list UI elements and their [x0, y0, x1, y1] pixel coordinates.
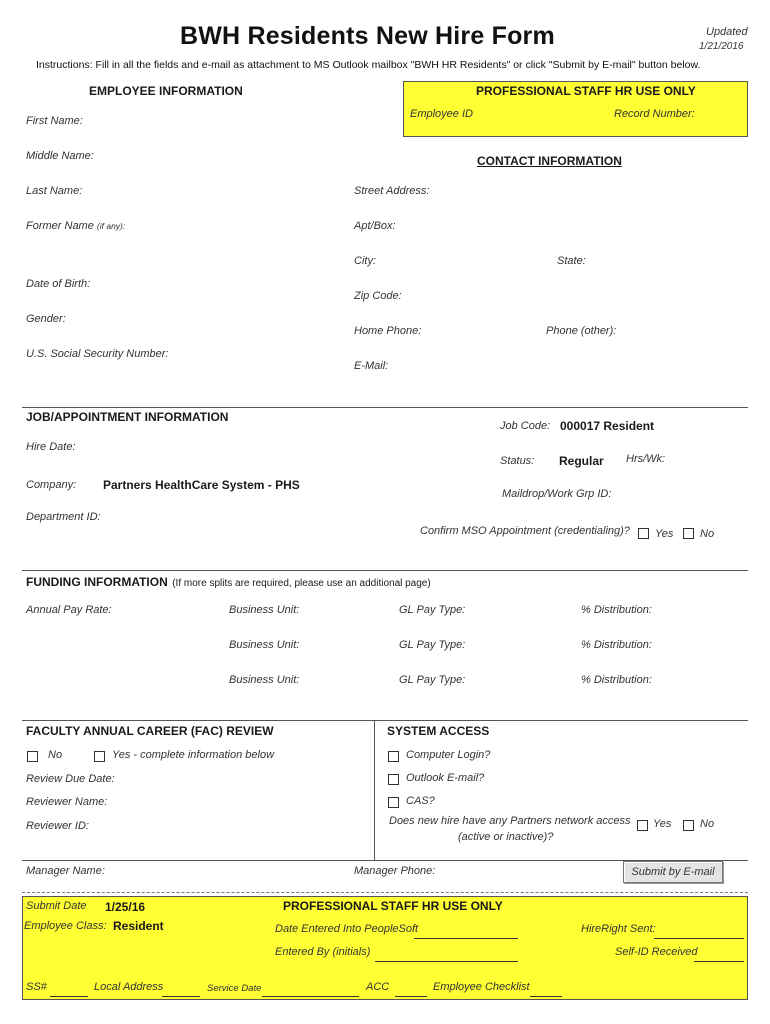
fac-no-label: No	[48, 749, 63, 761]
apt-box-label: Apt/Box:	[354, 220, 396, 232]
company-label: Company:	[26, 479, 77, 491]
mso-question: Confirm MSO Appointment (credentialing)?	[420, 525, 630, 537]
submit-by-email-button[interactable]: Submit by E-mail	[623, 861, 723, 883]
funding-heading: FUNDING INFORMATION	[26, 575, 168, 589]
ss-label: SS#	[26, 981, 47, 993]
entered-by-label: Entered By (initials)	[275, 946, 371, 958]
employee-info-heading: EMPLOYEE INFORMATION	[89, 84, 243, 98]
job-code-label: Job Code:	[500, 420, 551, 432]
acc-label: ACC	[366, 981, 390, 993]
mso-no-label: No	[700, 528, 715, 540]
employee-id-label: Employee ID	[410, 108, 473, 120]
last-name-label: Last Name:	[26, 185, 83, 197]
service-date-label: Service Date	[207, 983, 262, 994]
computer-login-label: Computer Login?	[406, 749, 491, 761]
divider-job	[22, 407, 748, 408]
divider-hr-bottom	[22, 892, 748, 893]
manager-name-label: Manager Name:	[26, 865, 105, 877]
company-value: Partners HealthCare System - PHS	[103, 478, 300, 492]
business-unit-label-1: Business Unit:	[229, 604, 300, 616]
manager-phone-label: Manager Phone:	[354, 865, 436, 877]
employee-checklist-line	[530, 996, 562, 997]
street-address-label: Street Address:	[354, 185, 430, 197]
network-no-checkbox[interactable]	[683, 820, 694, 831]
network-access-question: Does new hire have any Partners network access	[389, 815, 631, 827]
date-entered-label: Date Entered Into PeopleSoft	[275, 923, 419, 935]
network-yes-checkbox[interactable]	[637, 820, 648, 831]
zip-code-label: Zip Code:	[354, 290, 402, 302]
local-address-label: Local Address	[94, 981, 164, 993]
hr-top-heading: PROFESSIONAL STAFF HR USE ONLY	[476, 84, 696, 98]
gl-pay-type-label-2: GL Pay Type:	[399, 639, 466, 651]
network-access-question-2: (active or inactive)?	[458, 831, 554, 843]
former-name-hint: (if any):	[96, 221, 126, 231]
network-yes-label: Yes	[653, 818, 672, 830]
gl-pay-type-label-1: GL Pay Type:	[399, 604, 466, 616]
job-info-heading: JOB/APPOINTMENT INFORMATION	[26, 410, 229, 424]
selfid-label: Self-ID Received	[615, 946, 698, 958]
employee-checklist-label: Employee Checklist	[433, 981, 530, 993]
entered-by-line	[375, 961, 518, 962]
former-name-label	[26, 220, 125, 232]
mso-yes-label: Yes	[655, 528, 674, 540]
maildrop-label: Maildrop/Work Grp ID:	[502, 488, 612, 500]
contact-info-heading: CONTACT INFORMATION	[477, 154, 622, 168]
submit-date-label: Submit Date	[26, 900, 87, 912]
department-id-label: Department ID:	[26, 511, 101, 523]
divider-fac	[22, 720, 748, 721]
former-name-text: Former Name	[26, 220, 94, 232]
hireright-label: HireRight Sent:	[581, 923, 656, 935]
updated-date: 1/21/2016	[699, 41, 744, 52]
selfid-line	[694, 961, 744, 962]
employee-class-value: Resident	[113, 919, 164, 933]
funding-note: (If more splits are required, please use an additional page)	[172, 578, 431, 589]
form-title: BWH Residents New Hire Form	[180, 22, 555, 50]
status-label: Status:	[500, 455, 535, 467]
state-label: State:	[557, 255, 586, 267]
business-unit-label-2: Business Unit:	[229, 639, 300, 651]
home-phone-label: Home Phone:	[354, 325, 422, 337]
hrs-wk-label: Hrs/Wk:	[626, 453, 666, 465]
outlook-email-checkbox[interactable]	[388, 774, 399, 785]
reviewer-name-label: Reviewer Name:	[26, 796, 108, 808]
service-date-line	[262, 996, 359, 997]
system-access-heading: SYSTEM ACCESS	[387, 724, 490, 738]
mso-yes-checkbox[interactable]	[638, 528, 649, 539]
local-address-line	[162, 996, 200, 997]
gl-pay-type-label-3: GL Pay Type:	[399, 674, 466, 686]
network-no-label: No	[700, 818, 715, 830]
ssn-label: U.S. Social Security Number:	[26, 348, 169, 360]
hireright-line	[654, 938, 744, 939]
review-due-date-label: Review Due Date:	[26, 773, 115, 785]
first-name-label: First Name:	[26, 115, 83, 127]
gender-label: Gender:	[26, 313, 66, 325]
business-unit-label-3: Business Unit:	[229, 674, 300, 686]
job-code-value: 000017 Resident	[560, 419, 655, 433]
instructions: Instructions: Fill in all the fields and e-mail as attachment to MS Outlook mailbox "BWH HR Residents" or click "Submit by E-mail" button below.	[36, 59, 701, 71]
other-phone-label: Phone (other):	[546, 325, 617, 337]
divider-funding	[22, 570, 748, 571]
middle-name-label: Middle Name:	[26, 150, 94, 162]
fac-heading: FACULTY ANNUAL CAREER (FAC) REVIEW	[26, 724, 274, 738]
date-entered-line	[414, 938, 518, 939]
updated-label: Updated	[706, 26, 748, 38]
submit-date-value: 1/25/16	[105, 900, 146, 914]
hr-bottom-heading: PROFESSIONAL STAFF HR USE ONLY	[283, 899, 503, 913]
fac-yes-checkbox[interactable]	[94, 751, 105, 762]
outlook-email-label: Outlook E-mail?	[406, 772, 485, 784]
annual-pay-label: Annual Pay Rate:	[26, 604, 112, 616]
reviewer-id-label: Reviewer ID:	[26, 820, 89, 832]
cas-checkbox[interactable]	[388, 797, 399, 808]
distribution-label-3: % Distribution:	[581, 674, 652, 686]
distribution-label-1: % Distribution:	[581, 604, 652, 616]
mso-no-checkbox[interactable]	[683, 528, 694, 539]
cas-label: CAS?	[406, 795, 435, 807]
employee-class-label: Employee Class:	[24, 920, 107, 932]
computer-login-checkbox[interactable]	[388, 751, 399, 762]
dob-label: Date of Birth:	[26, 278, 91, 290]
hire-date-label: Hire Date:	[26, 441, 76, 453]
acc-line	[395, 996, 427, 997]
status-value: Regular	[559, 454, 604, 468]
email-label: E-Mail:	[354, 360, 389, 372]
fac-yes-label: Yes - complete information below	[112, 749, 275, 761]
divider-fac-vertical	[374, 720, 375, 860]
fac-no-checkbox[interactable]	[27, 751, 38, 762]
funding-heading-row	[26, 573, 431, 591]
ss-line	[50, 996, 88, 997]
distribution-label-2: % Distribution:	[581, 639, 652, 651]
record-number-label: Record Number:	[614, 108, 695, 120]
city-label: City:	[354, 255, 376, 267]
